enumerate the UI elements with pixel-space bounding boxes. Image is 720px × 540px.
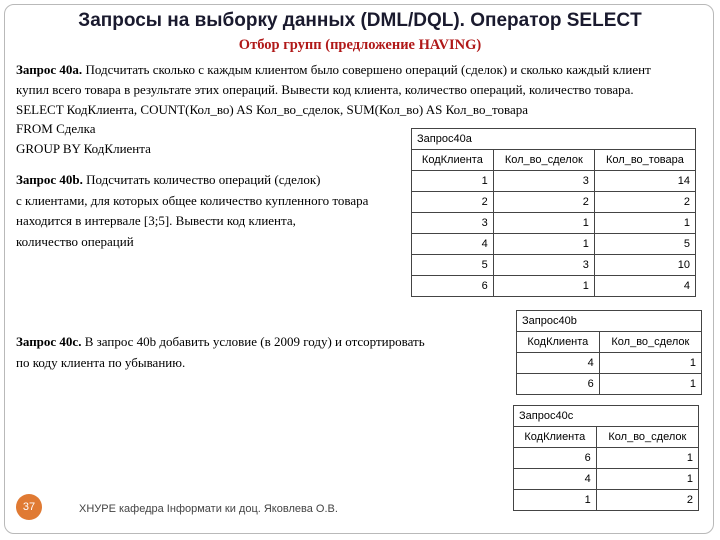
slide-title: Запросы на выборку данных (DML/DQL). Оператор SELECT <box>78 10 642 31</box>
table-caption: Запрос40c <box>514 406 699 427</box>
table-caption: Запрос40а <box>412 129 696 150</box>
table-cell: 3 <box>412 213 494 234</box>
q40c-text-line1: Запрос 40с. В запрос 40b добавить условие (в 2009 году) и отсортировать <box>16 334 425 349</box>
table-cell: 5 <box>594 234 695 255</box>
table-row <box>412 171 696 192</box>
page-number-badge: 37 <box>16 494 42 520</box>
table-cell: 1 <box>599 353 701 374</box>
table-caption-row <box>517 311 702 332</box>
slide-subtitle: Отбор групп (предложение HAVING) <box>238 37 482 53</box>
table-cell: 10 <box>594 255 695 276</box>
q40b-text-line4: количество операций <box>16 234 134 249</box>
q40c-text-line2: по коду клиента по убыванию. <box>16 355 186 370</box>
table-cell: 4 <box>517 353 600 374</box>
q40b-label: Запрос 40b. <box>16 172 83 187</box>
sql-select-line: SELECT КодКлиента, COUNT(Кол_во) AS Кол_во_сделок, SUM(Кол_во) AS Кол_во_товара <box>16 102 528 117</box>
column-header: КодКлиента <box>412 150 494 171</box>
q40c-label: Запрос 40с. <box>16 334 82 349</box>
table-row <box>412 234 696 255</box>
table-row <box>514 469 699 490</box>
result-table-40a <box>411 128 696 297</box>
table-cell: 1 <box>514 490 597 511</box>
table-header-row <box>412 150 696 171</box>
q40b-text-line1: Запрос 40b. Подсчитать количество операций (сделок) <box>16 172 321 187</box>
table-cell: 1 <box>493 213 594 234</box>
q40a-text-line2: купил всего товара в результате этих операций. Вывести код клиента, количество операций, количество товара. <box>16 82 634 97</box>
table-cell: 3 <box>493 171 594 192</box>
table-cell: 3 <box>493 255 594 276</box>
table-cell: 4 <box>514 469 597 490</box>
table-caption-row <box>412 129 696 150</box>
table-cell: 1 <box>412 171 494 192</box>
table-cell: 4 <box>412 234 494 255</box>
table-cell: 2 <box>412 192 494 213</box>
table-cell: 1 <box>599 374 701 395</box>
q40b-text-line2: с клиентами, для которых общее количество купленного товара <box>16 193 369 208</box>
column-header: Кол_во_товара <box>594 150 695 171</box>
column-header: КодКлиента <box>517 332 600 353</box>
table-cell: 2 <box>594 192 695 213</box>
table-cell: 2 <box>493 192 594 213</box>
table-row <box>517 374 702 395</box>
table-row <box>517 353 702 374</box>
table-cell: 5 <box>412 255 494 276</box>
table-caption: Запрос40b <box>517 311 702 332</box>
column-header: КодКлиента <box>514 427 597 448</box>
q40a-text-line1: Запрос 40а. Подсчитать сколько с каждым клиентом было совершено операций (сделок) и сколько каждый клиент <box>16 62 651 77</box>
table-cell: 4 <box>594 276 695 297</box>
table-row <box>412 276 696 297</box>
result-table-40b <box>516 310 702 395</box>
q40b-text-line3: находится в интервале [3;5]. Вывести код клиента, <box>16 213 296 228</box>
table-row <box>412 255 696 276</box>
table-cell: 1 <box>493 234 594 255</box>
table-cell: 6 <box>412 276 494 297</box>
table-cell: 6 <box>514 448 597 469</box>
table-row <box>412 213 696 234</box>
table-row <box>514 490 699 511</box>
sql-groupby-line: GROUP BY КодКлиента <box>16 141 151 156</box>
table-cell: 14 <box>594 171 695 192</box>
sql-from-line: FROM Сделка <box>16 121 96 136</box>
table-cell: 2 <box>596 490 698 511</box>
table-cell: 1 <box>596 469 698 490</box>
table-cell: 1 <box>493 276 594 297</box>
table-header-row <box>517 332 702 353</box>
table-caption-row <box>514 406 699 427</box>
table-row <box>514 448 699 469</box>
table-header-row <box>514 427 699 448</box>
table-cell: 6 <box>517 374 600 395</box>
table-row <box>412 192 696 213</box>
footer-text: ХНУРЕ кафедра Інформати ки доц. Яковлева О.В. <box>79 503 338 515</box>
column-header: Кол_во_сделок <box>599 332 701 353</box>
q40a-label: Запрос 40а. <box>16 62 83 77</box>
table-cell: 1 <box>594 213 695 234</box>
column-header: Кол_во_сделок <box>596 427 698 448</box>
table-cell: 1 <box>596 448 698 469</box>
column-header: Кол_во_сделок <box>493 150 594 171</box>
result-table-40c <box>513 405 699 511</box>
